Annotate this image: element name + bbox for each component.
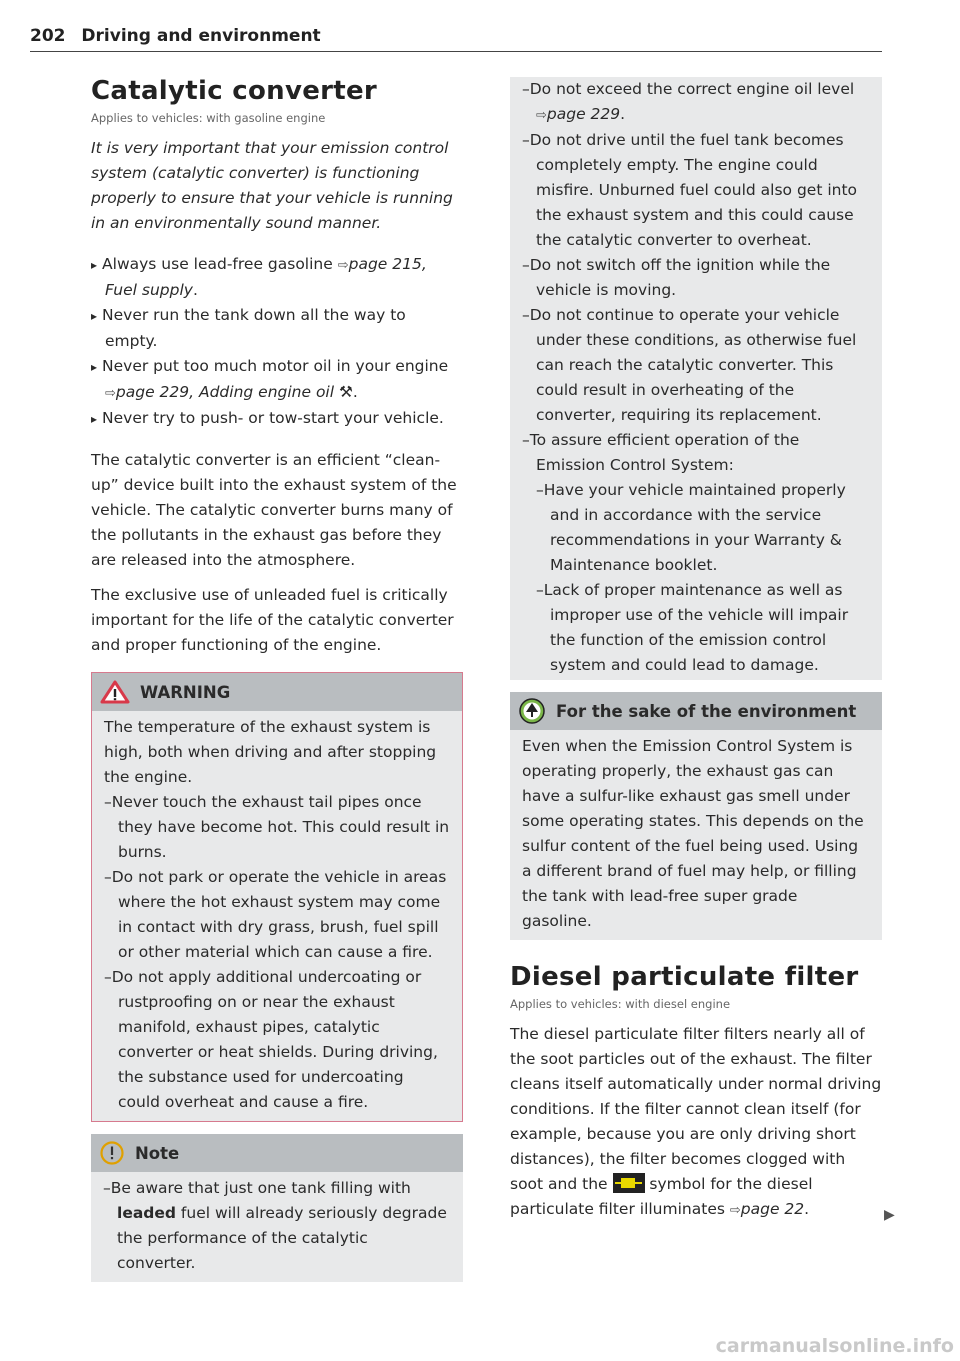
diesel-section bbox=[510, 960, 882, 1223]
paragraph: The catalytic converter is an efficient “clean-up” device built into the exhaust system of the vehicle. The catalytic converter burns many of the pollutants in the exhaust gas before they are released into the atmosphere. bbox=[91, 451, 457, 569]
warning-title: WARNING bbox=[140, 682, 231, 702]
diesel-text: symbol for the diesel particulate filter illuminates bbox=[510, 1175, 813, 1218]
warning-subitem: – Have your vehicle maintained properly and in accordance with the service recommendations in your Warranty & Maintenance booklet. bbox=[536, 478, 870, 578]
diesel-title: Diesel particulate filter bbox=[510, 962, 859, 992]
item-tail: . bbox=[620, 105, 626, 123]
environment-text: Even when the Emission Control System is operating properly, the exhaust gas can have a sulfur-like exhaust gas smell under some operating states. This depends on the sulfur content of the fuel being used. Using a different brand of fuel may help, or filling the tank with lead-free super grade gasoline. bbox=[522, 737, 864, 930]
page-link[interactable]: page 22 bbox=[740, 1200, 805, 1218]
bullet-item bbox=[91, 406, 463, 432]
warning-item: – To assure efficient operation of the Emission Control System: bbox=[522, 428, 870, 478]
diesel-filter-symbol-icon bbox=[613, 1173, 645, 1193]
bullet-item bbox=[91, 303, 463, 354]
bullet-text: Never try to push- or tow-start your vehicle. bbox=[102, 409, 444, 427]
right-column bbox=[510, 77, 882, 1233]
arrow-icon: ⇨ bbox=[105, 386, 116, 401]
warning-header bbox=[92, 673, 462, 711]
watermark: carmanualsonline.info bbox=[715, 1335, 954, 1357]
warning-item bbox=[522, 77, 870, 128]
diesel-paragraph bbox=[510, 1022, 882, 1223]
environment-title: For the sake of the environment bbox=[556, 701, 857, 721]
warning-continued-list bbox=[522, 77, 870, 478]
arrow-icon: ⇨ bbox=[729, 1203, 741, 1218]
warning-item: – Do not continue to operate your vehicle under these conditions, as otherwise fuel can reach the catalytic converter. This could result in overheating of the converter, requiring its replacement. bbox=[522, 303, 870, 428]
diesel-text: The diesel particulate filter filters nearly all of the soot particles out of the exhaust. The filter cleans itself automatically under normal driving conditions. If the filter cannot clean itself (for example, because you are only driving short distances), the filter becomes clogged with soot and the bbox=[510, 1025, 882, 1193]
note-box bbox=[91, 1134, 463, 1282]
catalytic-title: Catalytic converter bbox=[91, 76, 378, 106]
section-title: Driving and environment bbox=[81, 26, 321, 46]
catalytic-bullets bbox=[91, 252, 463, 432]
warning-item: – Do not drive until the fuel tank becomes completely empty. The engine could misfire. Unburned fuel could also get into the exhaust system and this could cause the catalytic converter to overheat. bbox=[522, 128, 870, 253]
warning-text: The temperature of the exhaust system is high, both when driving and after stopping the engine. bbox=[104, 718, 437, 786]
catalytic-intro: It is very important that your emission control system (catalytic converter) is functioning properly to ensure that your vehicle is running in an environmentally sound manner. bbox=[91, 139, 453, 232]
warning-continued bbox=[510, 77, 882, 680]
warning-list bbox=[104, 790, 450, 1115]
left-column bbox=[91, 74, 463, 1282]
environment-header bbox=[510, 692, 882, 730]
arrow-icon: ⇨ bbox=[536, 108, 547, 123]
bullet-text: Always use lead-free gasoline bbox=[102, 255, 338, 273]
note-bold: leaded bbox=[117, 1204, 176, 1222]
diesel-applies: Applies to vehicles: with diesel engine bbox=[510, 997, 731, 1011]
note-item bbox=[103, 1176, 451, 1276]
warning-subitem: – Lack of proper maintenance as well as improper use of the vehicle will impair the function of the emission control system and could lead to damage. bbox=[536, 578, 870, 678]
page-header bbox=[30, 26, 321, 46]
bullet-text: Never run the tank down all the way to empty. bbox=[102, 306, 406, 350]
paragraph: The exclusive use of unleaded fuel is critically important for the life of the catalytic converter and proper functioning of the engine. bbox=[91, 586, 454, 654]
item-text: Do not exceed the correct engine oil level bbox=[529, 80, 855, 98]
catalytic-applies: Applies to vehicles: with gasoline engine bbox=[91, 111, 326, 125]
arrow-icon: ⇨ bbox=[337, 258, 349, 273]
tree-environment-icon bbox=[518, 697, 546, 725]
note-text: fuel will already seriously degrade the performance of the catalytic converter. bbox=[117, 1204, 447, 1272]
bullet-item bbox=[91, 354, 463, 406]
warning-sublist bbox=[522, 478, 870, 678]
note-title: Note bbox=[135, 1143, 180, 1163]
environment-body bbox=[510, 730, 882, 940]
note-info-icon bbox=[99, 1140, 125, 1166]
continue-arrow-icon: ▶ bbox=[884, 1207, 895, 1223]
diesel-tail: . bbox=[804, 1200, 810, 1218]
note-list bbox=[103, 1176, 451, 1276]
bullet-text: Never put too much motor oil in your engine bbox=[102, 357, 449, 375]
bullet-tail: . bbox=[192, 281, 198, 299]
page-link[interactable]: page 229, Adding engine oil bbox=[115, 383, 335, 401]
warning-triangle-icon bbox=[100, 680, 130, 704]
warning-item: – Do not switch off the ignition while the vehicle is moving. bbox=[522, 253, 870, 303]
warning-body bbox=[92, 711, 462, 1121]
note-body bbox=[91, 1172, 463, 1282]
warning-item: – Do not park or operate the vehicle in areas where the hot exhaust system may come in contact with dry grass, brush, fuel spill or other material which can cause a fire. bbox=[104, 865, 450, 965]
warning-item: – Never touch the exhaust tail pipes once they have become hot. This could result in burns. bbox=[104, 790, 450, 865]
page-link[interactable]: page 215, Fuel supply bbox=[105, 255, 427, 299]
environment-box bbox=[510, 692, 882, 940]
note-text: Be aware that just one tank filling with bbox=[110, 1179, 411, 1197]
page-link[interactable]: page 229 bbox=[546, 105, 621, 123]
note-header bbox=[91, 1134, 463, 1172]
bullet-item bbox=[91, 252, 463, 303]
bullet-tail: ⚒. bbox=[334, 383, 358, 401]
warning-box bbox=[91, 672, 463, 1122]
page-number: 202 bbox=[30, 26, 66, 46]
warning-item: – Do not apply additional undercoating or rustproofing on or near the exhaust manifold, exhaust pipes, catalytic converter or heat shields. During driving, the substance used for undercoating could overheat and cause a fire. bbox=[104, 965, 450, 1115]
header-rule bbox=[30, 51, 882, 52]
